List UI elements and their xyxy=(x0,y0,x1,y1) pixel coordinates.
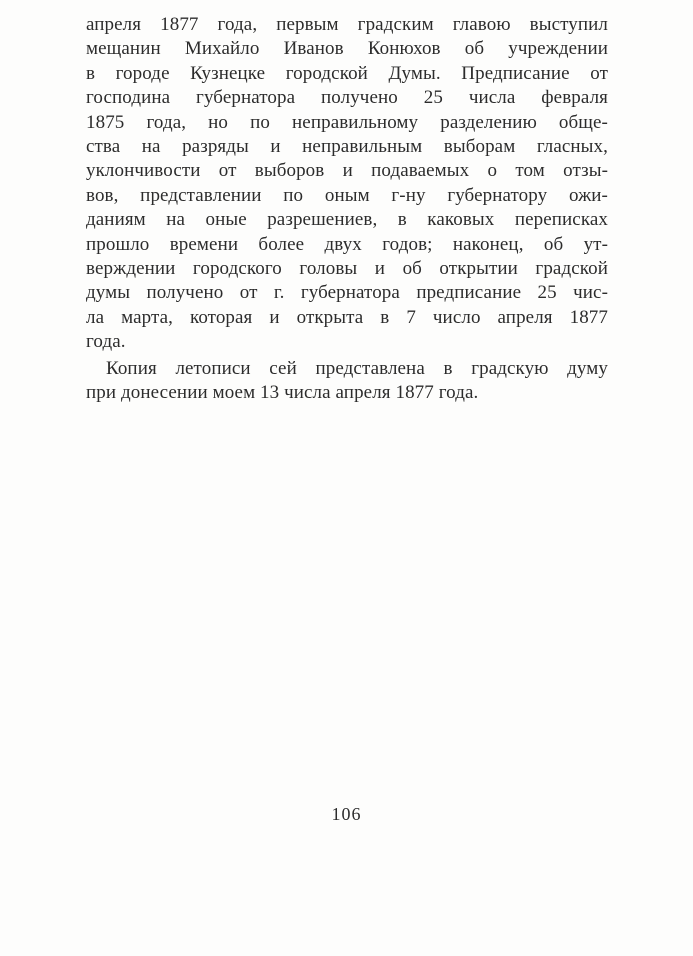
text-line: при донесении моем 13 числа апреля 1877 года. xyxy=(86,382,479,404)
body-text xyxy=(86,13,608,406)
text-line: года. xyxy=(86,331,126,353)
text-line: 1875 года, но по неправильному разделению обще- xyxy=(86,111,608,133)
text-line: мещанин Михайло Иванов Конюхов об учреждении xyxy=(86,38,608,60)
text-line: даниям на оные разрешениев, в каковых переписках xyxy=(86,209,608,231)
text-line: Копия летописи сей представлена в градскую думу xyxy=(106,357,608,379)
text-line: ла марта, которая и открыта в 7 число апреля 1877 xyxy=(86,306,608,328)
text-line: ства на разряды и неправильным выборам гласных, xyxy=(86,136,608,158)
text-line: господина губернатора получено 25 числа февраля xyxy=(86,87,608,109)
text-line: прошло времени более двух годов; наконец, об ут- xyxy=(86,233,608,255)
text-line: вов, представлении по оным г-ну губернатору ожи- xyxy=(86,184,608,206)
paragraph-2 xyxy=(86,357,608,406)
text-line: уклончивости от выборов и подаваемых о том отзы- xyxy=(86,160,608,182)
paragraph-1 xyxy=(86,13,608,355)
page-number: 106 xyxy=(331,804,362,824)
text-line: верждении городского головы и об открытии градской xyxy=(86,258,608,280)
text-line: в городе Кузнецке городской Думы. Предписание от xyxy=(86,62,608,84)
text-line: думы получено от г. губернатора предписание 25 чис- xyxy=(86,282,608,304)
text-line: апреля 1877 года, первым градским главою выступил xyxy=(86,14,608,35)
